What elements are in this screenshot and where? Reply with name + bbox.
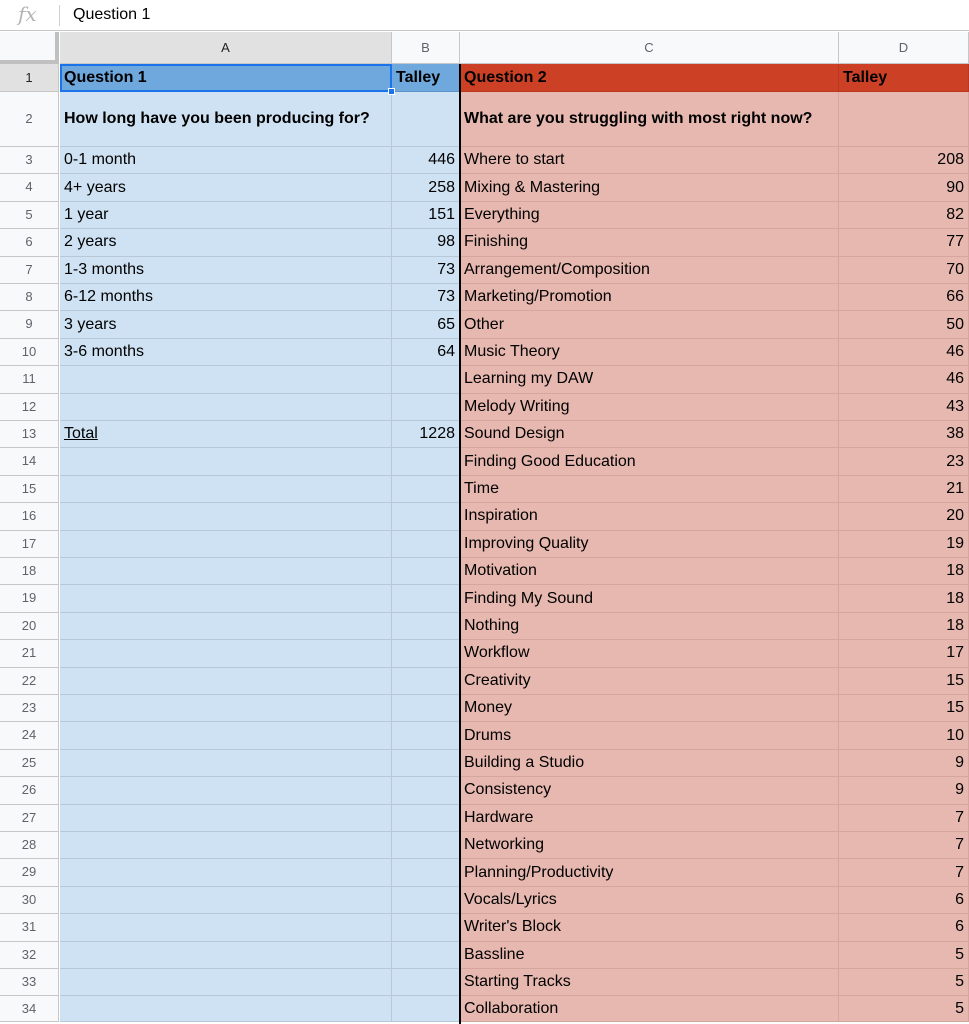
q2-answer-count-text: 7 [955, 863, 964, 881]
q1-answer-count-text: 151 [428, 205, 455, 223]
q1-answer-count[interactable] [392, 311, 460, 338]
q1-answer-label-text: 1 year [64, 205, 109, 223]
q2-answer-count[interactable] [839, 887, 969, 914]
q2-answer-count-text: 7 [955, 808, 964, 826]
q2-answer-label[interactable] [460, 859, 839, 886]
q1-total-value-text: 1228 [419, 425, 455, 443]
empty-cell[interactable] [60, 969, 392, 996]
q1-answer-label[interactable] [60, 284, 392, 311]
empty-cell[interactable] [60, 832, 392, 859]
q2-answer-label[interactable] [460, 558, 839, 585]
q1-answer-count[interactable] [392, 339, 460, 366]
q2-answer-count[interactable] [839, 859, 969, 886]
empty-cell[interactable] [60, 640, 392, 667]
q2-answer-count[interactable] [839, 284, 969, 311]
q2-answer-label-text: Writer's Block [464, 918, 561, 936]
cell-b1-talley-header-text: Talley [396, 68, 441, 86]
empty-cell[interactable] [60, 887, 392, 914]
q1-answer-label-text: 4+ years [64, 178, 126, 196]
q2-answer-label-text: Music Theory [464, 342, 560, 360]
q1-answer-label-text: 1-3 months [64, 260, 145, 278]
q1-answer-label[interactable] [60, 339, 392, 366]
q1-answer-count[interactable] [392, 229, 460, 256]
q2-answer-label-text: Workflow [464, 644, 530, 662]
q2-answer-count-text: 38 [946, 425, 964, 443]
q1-answer-label-text: 3-6 months [64, 342, 145, 360]
q2-answer-count-text: 77 [946, 233, 964, 251]
q2-answer-label-text: Time [464, 479, 499, 497]
row-header-7[interactable]: 7 [0, 257, 59, 284]
empty-cell[interactable] [60, 859, 392, 886]
row-header-14[interactable]: 14 [0, 448, 59, 475]
column-header-d[interactable]: D [839, 32, 969, 64]
q2-answer-count[interactable] [839, 503, 969, 530]
q2-answer-count-text: 15 [946, 699, 964, 717]
row-header-15[interactable]: 15 [0, 476, 59, 503]
empty-cell[interactable] [392, 531, 460, 558]
q1-answer-label-text: 6-12 months [64, 288, 153, 306]
row-header-1[interactable]: 1 [0, 64, 59, 92]
q2-answer-count-text: 18 [946, 562, 964, 580]
q2-answer-label[interactable] [460, 832, 839, 859]
q1-answer-count[interactable] [392, 284, 460, 311]
q2-answer-label-text: Where to start [464, 151, 565, 169]
cell-a1-question1-header-text: Question 1 [64, 68, 147, 86]
cell-c2-question2-prompt-text: What are you struggling with most right now? [464, 110, 813, 127]
empty-cell[interactable] [60, 585, 392, 612]
q1-answer-count[interactable] [392, 147, 460, 174]
empty-cell[interactable] [60, 394, 392, 421]
row-header-32[interactable]: 32 [0, 942, 59, 969]
row-header-31[interactable]: 31 [0, 914, 59, 941]
q2-answer-label[interactable] [460, 202, 839, 229]
column-header-c[interactable]: C [460, 32, 839, 64]
q2-answer-label-text: Marketing/Promotion [464, 288, 612, 306]
empty-cell[interactable] [392, 832, 460, 859]
row-header-4[interactable]: 4 [0, 174, 59, 201]
q2-answer-label-text: Learning my DAW [464, 370, 594, 388]
empty-cell[interactable] [60, 448, 392, 475]
empty-cell[interactable] [60, 695, 392, 722]
empty-cell[interactable] [60, 668, 392, 695]
q2-answer-count[interactable] [839, 695, 969, 722]
empty-cell[interactable] [60, 558, 392, 585]
q1-answer-label-text: 0-1 month [64, 151, 137, 169]
empty-cell[interactable] [60, 777, 392, 804]
q2-answer-count-text: 70 [946, 260, 964, 278]
row-header-30[interactable]: 30 [0, 887, 59, 914]
q2-answer-label-text: Collaboration [464, 999, 559, 1017]
q2-answer-count[interactable] [839, 996, 969, 1022]
column-header-a[interactable]: A [60, 32, 392, 64]
q2-answer-label-text: Drums [464, 726, 512, 744]
q2-answer-label[interactable] [460, 503, 839, 530]
row-header-11[interactable]: 11 [0, 366, 59, 393]
cell-c2-question2-prompt[interactable] [460, 92, 839, 147]
q2-answer-count[interactable] [839, 531, 969, 558]
q2-answer-count[interactable] [839, 311, 969, 338]
q1-answer-count-text: 64 [437, 342, 455, 360]
q1-answer-count-text: 98 [437, 233, 455, 251]
q1-answer-count-text: 73 [437, 260, 455, 278]
q2-answer-label-text: Melody Writing [464, 397, 570, 415]
row-header-8[interactable]: 8 [0, 284, 59, 311]
q2-answer-label-text: Starting Tracks [464, 973, 571, 991]
q2-answer-count[interactable] [839, 421, 969, 448]
q2-answer-count-text: 208 [937, 151, 964, 169]
formula-bar-value[interactable]: Question 1 [73, 6, 151, 23]
row-header-13[interactable]: 13 [0, 421, 59, 448]
q1-answer-label[interactable] [60, 311, 392, 338]
row-header-2[interactable]: 2 [0, 92, 59, 147]
q2-answer-label-text: Inspiration [464, 507, 538, 525]
q2-answer-count[interactable] [839, 942, 969, 969]
q2-answer-count[interactable] [839, 476, 969, 503]
q2-answer-count-text: 7 [955, 836, 964, 854]
q2-answer-label-text: Networking [464, 836, 545, 854]
q2-answer-count[interactable] [839, 750, 969, 777]
q1-answer-label[interactable] [60, 257, 392, 284]
empty-cell[interactable] [392, 558, 460, 585]
empty-cell[interactable] [392, 585, 460, 612]
q2-answer-count-text: 90 [946, 178, 964, 196]
cell-c1-question2-header[interactable] [460, 64, 839, 92]
q2-answer-label[interactable] [460, 448, 839, 475]
q2-answer-count-text: 46 [946, 370, 964, 388]
q2-answer-label[interactable] [460, 339, 839, 366]
column-header-b[interactable]: B [392, 32, 460, 64]
q2-answer-count-text: 5 [955, 999, 964, 1017]
row-header-33[interactable]: 33 [0, 969, 59, 996]
q2-answer-count-text: 6 [955, 890, 964, 908]
empty-cell[interactable] [60, 531, 392, 558]
q2-answer-label-text: Nothing [464, 616, 520, 634]
row-header-16[interactable]: 16 [0, 503, 59, 530]
q1-answer-count[interactable] [392, 257, 460, 284]
q2-answer-label[interactable] [460, 257, 839, 284]
row-header-34[interactable]: 34 [0, 996, 59, 1022]
row-header-6[interactable]: 6 [0, 229, 59, 256]
q2-answer-count-text: 43 [946, 397, 964, 415]
selection-fill-handle[interactable] [388, 88, 395, 95]
empty-cell[interactable] [60, 366, 392, 393]
q2-answer-count-text: 9 [955, 753, 964, 771]
row-header-12[interactable]: 12 [0, 394, 59, 421]
empty-cell[interactable] [392, 668, 460, 695]
empty-cell[interactable] [392, 859, 460, 886]
q2-answer-count-text: 18 [946, 589, 964, 607]
q2-answer-count[interactable] [839, 722, 969, 749]
q2-answer-count[interactable] [839, 229, 969, 256]
q2-answer-count[interactable] [839, 832, 969, 859]
q1-answer-count-text: 258 [428, 178, 455, 196]
q2-answer-count-text: 17 [946, 644, 964, 662]
cell-a2-question1-prompt[interactable] [60, 92, 392, 147]
empty-cell[interactable] [60, 722, 392, 749]
q2-answer-label[interactable] [460, 722, 839, 749]
q1-answer-label-text: 3 years [64, 315, 117, 333]
q2-answer-count[interactable] [839, 777, 969, 804]
q2-answer-count-text: 20 [946, 507, 964, 525]
q2-answer-label[interactable] [460, 147, 839, 174]
q2-answer-count-text: 18 [946, 616, 964, 634]
empty-cell[interactable] [392, 777, 460, 804]
row-header-10[interactable]: 10 [0, 339, 59, 366]
q2-answer-count[interactable] [839, 339, 969, 366]
formula-bar-divider [59, 5, 60, 26]
q2-answer-label-text: Building a Studio [464, 753, 585, 771]
row-header-3[interactable]: 3 [0, 147, 59, 174]
empty-cell[interactable] [392, 914, 460, 941]
q2-answer-count[interactable] [839, 640, 969, 667]
empty-cell[interactable] [392, 942, 460, 969]
empty-cell[interactable] [60, 996, 392, 1022]
q1-total-label[interactable] [60, 421, 392, 448]
q2-answer-count[interactable] [839, 668, 969, 695]
q2-answer-count[interactable] [839, 174, 969, 201]
formula-bar[interactable] [0, 0, 969, 31]
q2-answer-label[interactable] [460, 585, 839, 612]
q2-answer-count-text: 5 [955, 973, 964, 991]
q1-answer-label[interactable] [60, 229, 392, 256]
q1-answer-label[interactable] [60, 174, 392, 201]
empty-cell[interactable] [60, 942, 392, 969]
q2-answer-label-text: Planning/Productivity [464, 863, 614, 881]
q1-answer-count-text: 446 [428, 151, 455, 169]
q2-answer-count-text: 9 [955, 781, 964, 799]
q2-answer-label[interactable] [460, 668, 839, 695]
q2-answer-count[interactable] [839, 914, 969, 941]
q2-answer-count[interactable] [839, 257, 969, 284]
q2-answer-label[interactable] [460, 777, 839, 804]
q2-answer-label-text: Sound Design [464, 425, 565, 443]
q2-answer-label-text: Creativity [464, 671, 531, 689]
q2-answer-count-text: 46 [946, 342, 964, 360]
q2-answer-label[interactable] [460, 394, 839, 421]
empty-cell[interactable] [392, 969, 460, 996]
q2-answer-count-text: 21 [946, 479, 964, 497]
row-header-19[interactable]: 19 [0, 585, 59, 612]
q2-answer-count-text: 10 [946, 726, 964, 744]
q2-answer-label[interactable] [460, 613, 839, 640]
row-header-21[interactable]: 21 [0, 640, 59, 667]
select-all-corner[interactable] [0, 32, 59, 64]
q2-answer-count-text: 23 [946, 452, 964, 470]
empty-cell[interactable] [392, 695, 460, 722]
empty-cell[interactable] [60, 750, 392, 777]
empty-cell[interactable] [60, 613, 392, 640]
q2-answer-label[interactable] [460, 695, 839, 722]
empty-cell[interactable] [392, 640, 460, 667]
empty-cell[interactable] [392, 476, 460, 503]
cell-d1-talley-header-text: Talley [843, 68, 888, 86]
q2-answer-count[interactable] [839, 202, 969, 229]
column-border-divider [459, 64, 461, 1024]
q2-answer-count-text: 50 [946, 315, 964, 333]
empty-cell[interactable] [392, 366, 460, 393]
row-header-29[interactable]: 29 [0, 859, 59, 886]
q2-answer-label-text: Everything [464, 205, 540, 223]
q2-answer-count-text: 6 [955, 918, 964, 936]
q2-answer-label[interactable] [460, 640, 839, 667]
q1-total-label-text: Total [64, 425, 98, 443]
q2-answer-label[interactable] [460, 996, 839, 1022]
row-header-9[interactable]: 9 [0, 311, 59, 338]
q1-answer-count[interactable] [392, 174, 460, 201]
empty-cell[interactable] [392, 394, 460, 421]
cell-d2[interactable] [839, 92, 969, 147]
q2-answer-label-text: Motivation [464, 562, 537, 580]
q2-answer-label-text: Money [464, 699, 513, 717]
q2-answer-label-text: Bassline [464, 945, 525, 963]
q1-answer-label[interactable] [60, 147, 392, 174]
row-header-26[interactable]: 26 [0, 777, 59, 804]
q2-answer-count[interactable] [839, 585, 969, 612]
q2-answer-label[interactable] [460, 887, 839, 914]
q2-answer-label[interactable] [460, 476, 839, 503]
q2-answer-label[interactable] [460, 914, 839, 941]
q2-answer-label[interactable] [460, 311, 839, 338]
q2-answer-label[interactable] [460, 229, 839, 256]
row-header-24[interactable]: 24 [0, 722, 59, 749]
row-header-17[interactable]: 17 [0, 531, 59, 558]
q1-answer-count-text: 65 [437, 315, 455, 333]
empty-cell[interactable] [60, 914, 392, 941]
q2-answer-count[interactable] [839, 448, 969, 475]
q1-answer-label-text: 2 years [64, 233, 117, 251]
cell-b2[interactable] [392, 92, 460, 147]
q2-answer-label[interactable] [460, 366, 839, 393]
empty-cell[interactable] [392, 805, 460, 832]
empty-cell[interactable] [392, 996, 460, 1022]
q2-answer-label[interactable] [460, 942, 839, 969]
empty-cell[interactable] [392, 722, 460, 749]
q2-answer-count[interactable] [839, 394, 969, 421]
q2-answer-label[interactable] [460, 750, 839, 777]
row-header-22[interactable]: 22 [0, 668, 59, 695]
q2-answer-label[interactable] [460, 969, 839, 996]
q2-answer-label-text: Consistency [464, 781, 552, 799]
cell-d1-talley-header[interactable] [839, 64, 969, 92]
cell-c1-question2-header-text: Question 2 [464, 68, 547, 86]
q2-answer-label[interactable] [460, 174, 839, 201]
q2-answer-count[interactable] [839, 613, 969, 640]
q2-answer-count[interactable] [839, 366, 969, 393]
q2-answer-label[interactable] [460, 531, 839, 558]
cell-b1-talley-header[interactable] [392, 64, 460, 92]
empty-cell[interactable] [392, 750, 460, 777]
q2-answer-count[interactable] [839, 805, 969, 832]
q2-answer-count-text: 82 [946, 205, 964, 223]
q2-answer-label-text: Mixing & Mastering [464, 178, 601, 196]
row-header-23[interactable]: 23 [0, 695, 59, 722]
empty-cell[interactable] [392, 613, 460, 640]
q2-answer-label-text: Hardware [464, 808, 534, 826]
cell-a2-question1-prompt-text: How long have you been producing for? [64, 110, 370, 127]
empty-cell[interactable] [60, 805, 392, 832]
cell-a1-question1-header[interactable] [60, 64, 392, 92]
q2-answer-label-text: Improving Quality [464, 534, 589, 552]
empty-cell[interactable] [392, 448, 460, 475]
q2-answer-count-text: 5 [955, 945, 964, 963]
row-header-25[interactable]: 25 [0, 750, 59, 777]
q2-answer-count[interactable] [839, 969, 969, 996]
q2-answer-count-text: 66 [946, 288, 964, 306]
fx-icon: fx [18, 2, 37, 26]
q2-answer-label-text: Vocals/Lyrics [464, 890, 557, 908]
row-header-28[interactable]: 28 [0, 832, 59, 859]
row-header-18[interactable]: 18 [0, 558, 59, 585]
q2-answer-label-text: Finishing [464, 233, 529, 251]
q2-answer-label-text: Finding My Sound [464, 589, 593, 607]
row-header-5[interactable]: 5 [0, 202, 59, 229]
q2-answer-count-text: 19 [946, 534, 964, 552]
q1-answer-count[interactable] [392, 202, 460, 229]
q2-answer-label[interactable] [460, 284, 839, 311]
q1-answer-count-text: 73 [437, 288, 455, 306]
empty-cell[interactable] [60, 476, 392, 503]
q2-answer-label-text: Finding Good Education [464, 452, 636, 470]
empty-cell[interactable] [392, 503, 460, 530]
q2-answer-count[interactable] [839, 147, 969, 174]
q1-total-value[interactable] [392, 421, 460, 448]
row-header-27[interactable]: 27 [0, 805, 59, 832]
q2-answer-count[interactable] [839, 558, 969, 585]
q2-answer-label[interactable] [460, 805, 839, 832]
q2-answer-count-text: 15 [946, 671, 964, 689]
q2-answer-label-text: Other [464, 315, 505, 333]
empty-cell[interactable] [60, 503, 392, 530]
q2-answer-label-text: Arrangement/Composition [464, 260, 650, 278]
q2-answer-label[interactable] [460, 421, 839, 448]
row-header-20[interactable]: 20 [0, 613, 59, 640]
empty-cell[interactable] [392, 887, 460, 914]
q1-answer-label[interactable] [60, 202, 392, 229]
